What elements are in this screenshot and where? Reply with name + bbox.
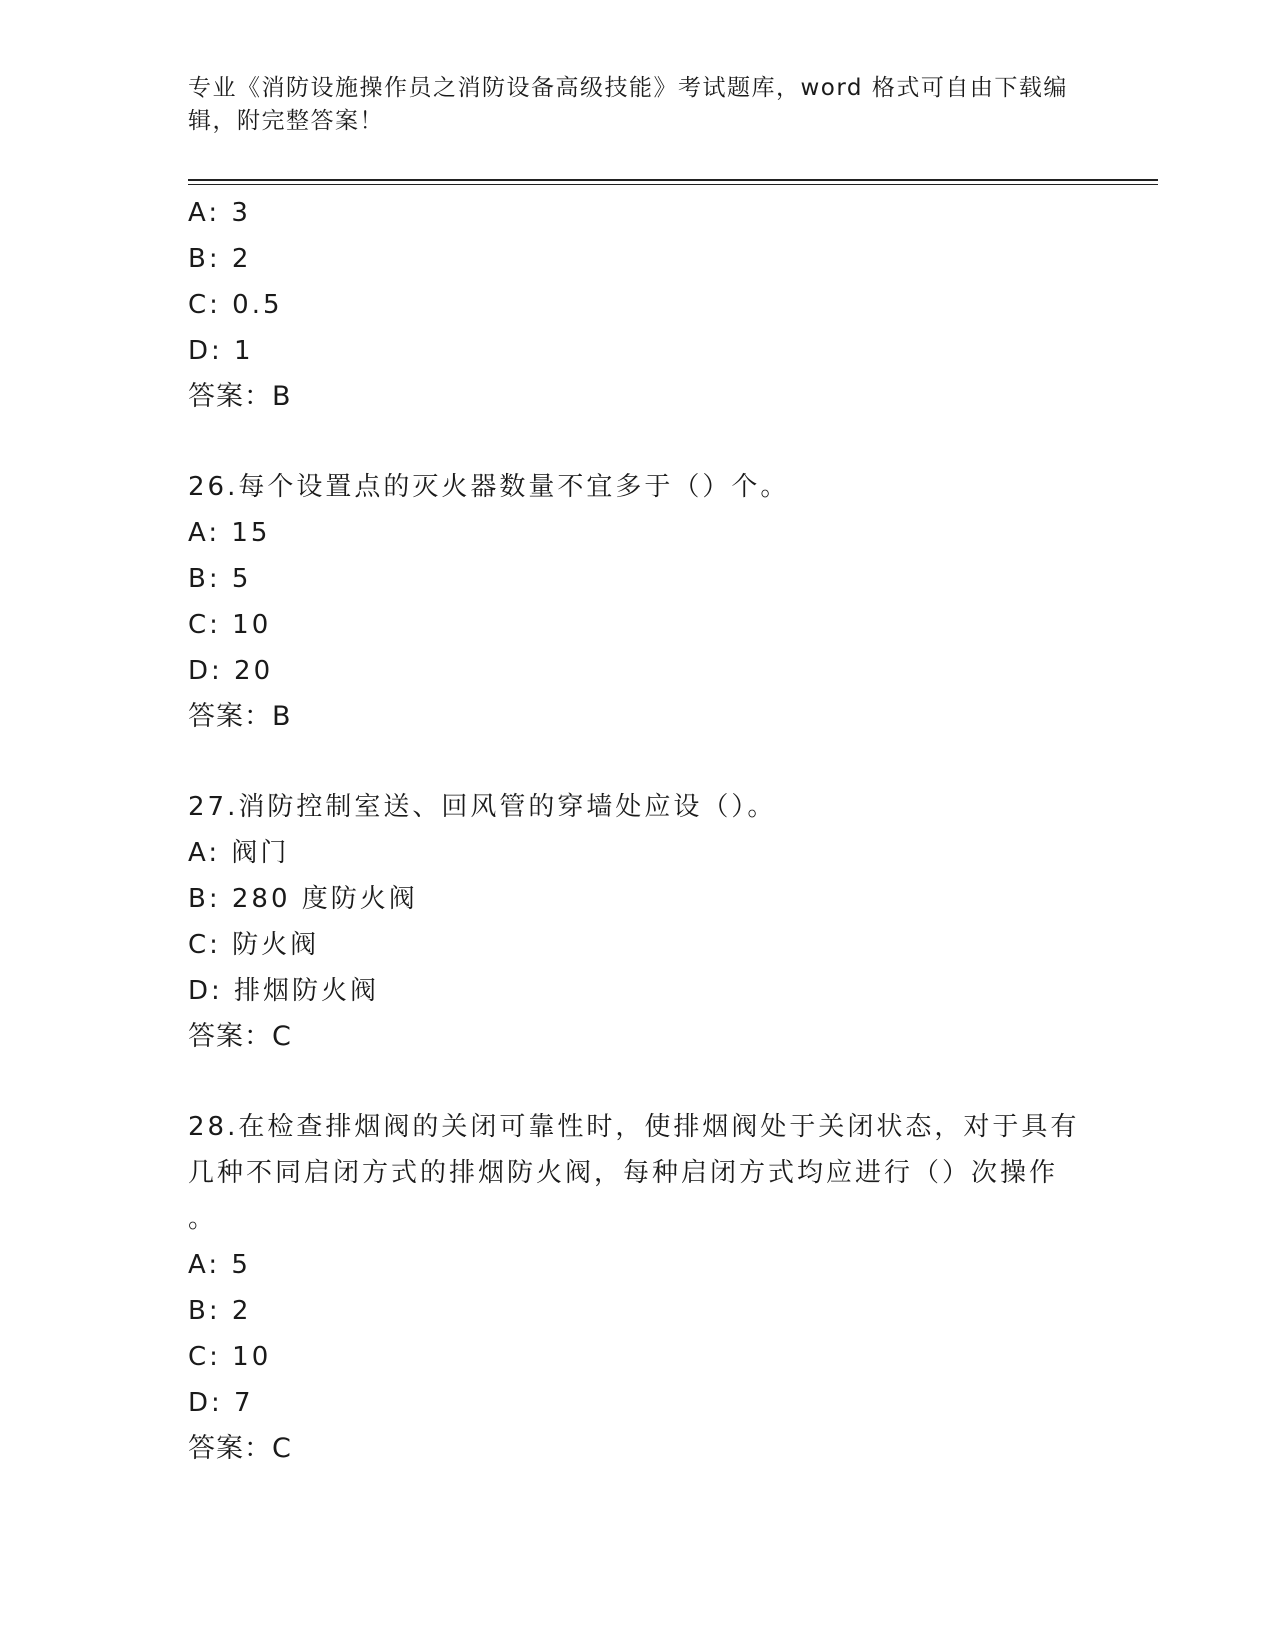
option-d: D: 20	[188, 656, 274, 686]
question-text: 27.消防控制室送、回风管的穿墙处应设（）。	[188, 792, 777, 822]
question-text: 26.每个设置点的灭火器数量不宜多于（）个。	[188, 472, 790, 502]
option-c: C: 10	[188, 1342, 272, 1372]
question-text-line-2: 几种不同启闭方式的排烟防火阀，每种启闭方式均应进行（）次操作	[188, 1158, 1059, 1188]
question-text-line-1: 28.在检查排烟阀的关闭可靠性时，使排烟阀处于关闭状态，对于具有	[188, 1112, 1080, 1142]
option-c: C: 防火阀	[188, 930, 320, 960]
option-b: B: 2	[188, 244, 252, 274]
option-d: D: 1	[188, 336, 254, 366]
spacer	[188, 740, 1088, 784]
question-26	[188, 464, 1088, 740]
question-list	[188, 190, 1088, 1472]
option-c: C: 10	[188, 610, 272, 640]
option-a: A: 阀门	[188, 838, 290, 868]
answer: 答案：C	[188, 1433, 292, 1464]
answer: 答案：C	[188, 1021, 292, 1052]
option-d: D: 7	[188, 1388, 254, 1418]
header-line-1: 专业《消防设施操作员之消防设备高级技能》考试题库，word 格式可自由下载编	[188, 75, 1068, 101]
option-b: B: 280 度防火阀	[188, 884, 418, 914]
document-header	[188, 72, 1088, 138]
answer: 答案：B	[188, 381, 292, 412]
option-b: B: 2	[188, 1296, 252, 1326]
option-b: B: 5	[188, 564, 252, 594]
header-rule-thin	[188, 184, 1158, 185]
option-a: A: 15	[188, 518, 271, 548]
header-line-2: 辑，附完整答案！	[188, 108, 384, 134]
answer: 答案：B	[188, 701, 292, 732]
option-a: A: 3	[188, 198, 251, 228]
question-25	[188, 190, 1088, 420]
question-28	[188, 1104, 1088, 1472]
option-c: C: 0.5	[188, 290, 283, 320]
header-rule-thick	[188, 179, 1158, 181]
spacer	[188, 1060, 1088, 1104]
question-27	[188, 784, 1088, 1060]
spacer	[188, 420, 1088, 464]
question-text-line-3: 。	[188, 1204, 218, 1234]
option-a: A: 5	[188, 1250, 251, 1280]
option-d: D: 排烟防火阀	[188, 976, 380, 1006]
